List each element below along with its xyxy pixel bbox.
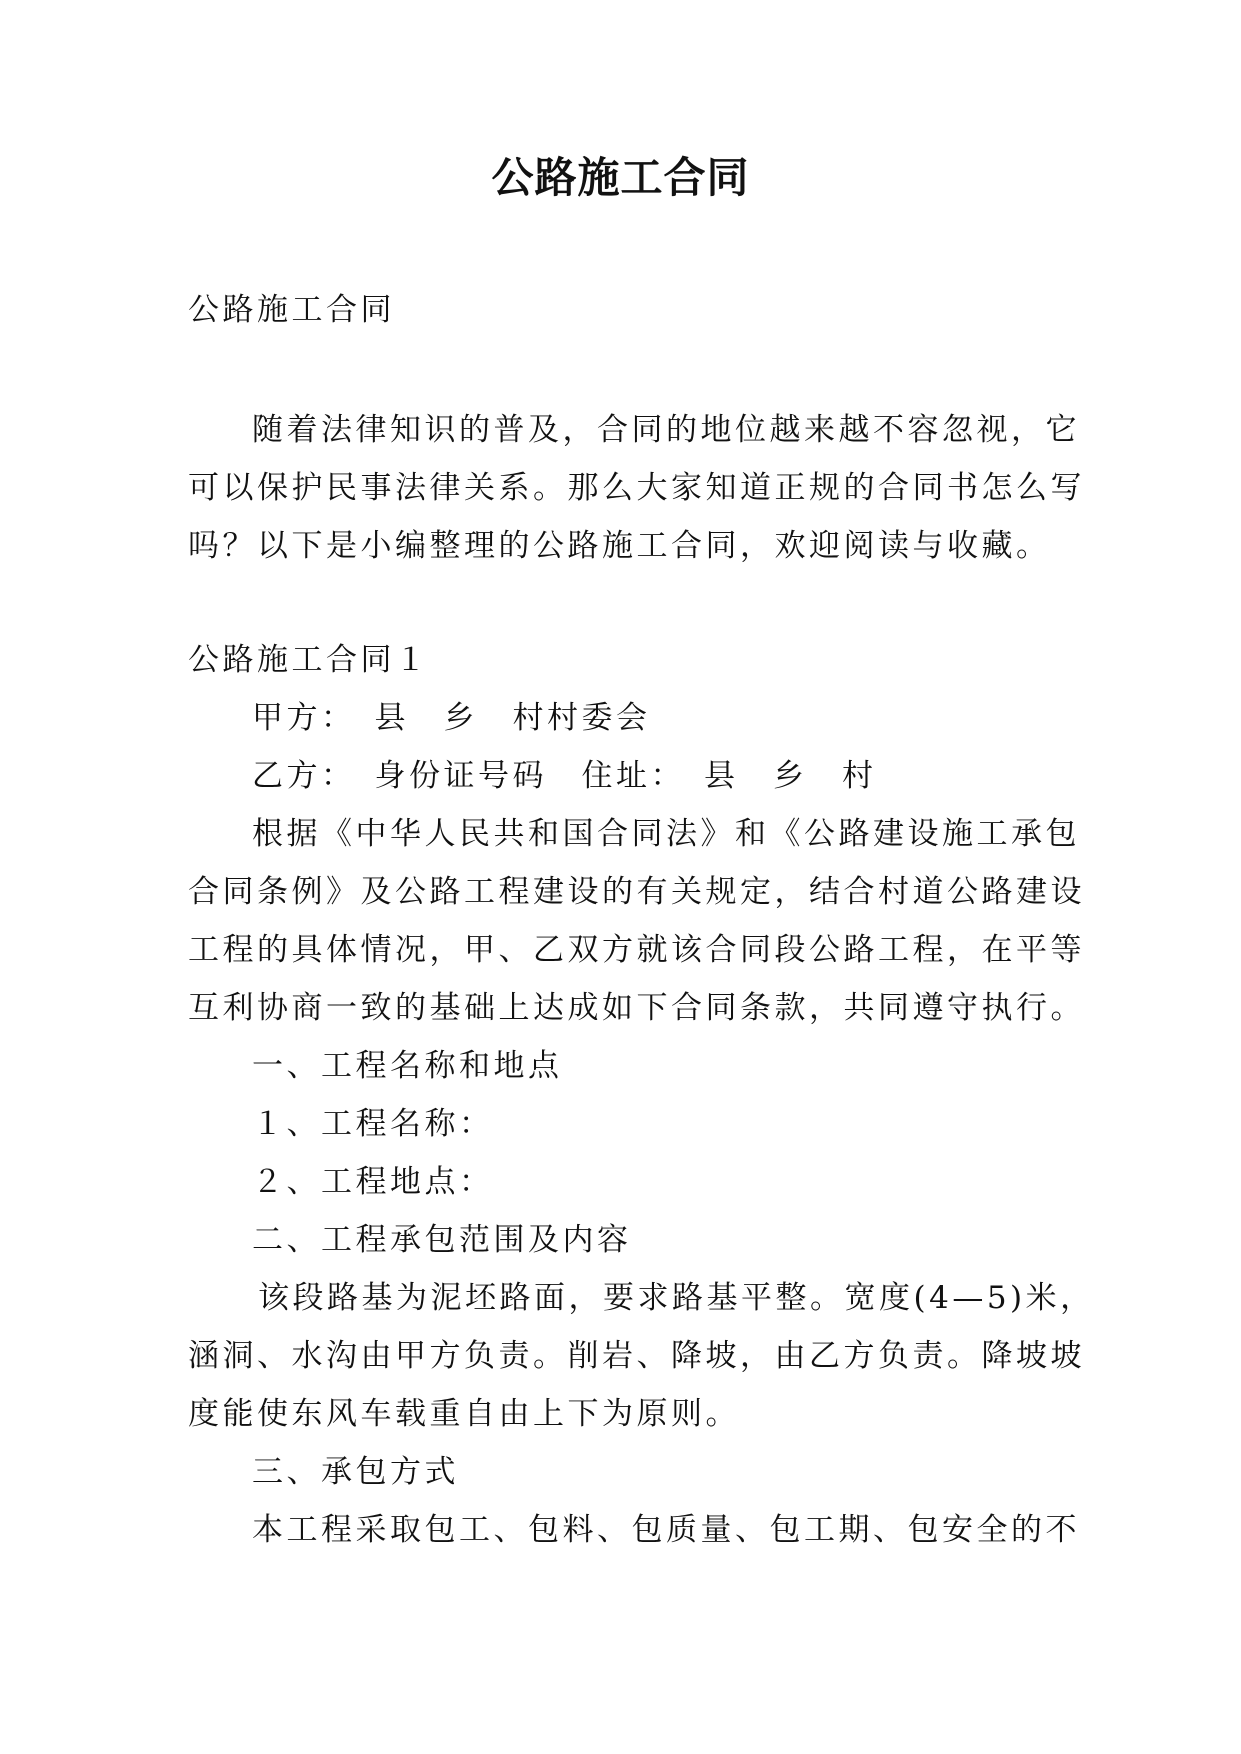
- document-subtitle: 公路施工合同: [188, 292, 395, 328]
- clause3-line-1: 本工程采取包工、包料、包质量、包工期、包安全的不: [252, 1512, 1080, 1548]
- basis-line-3: 工程的具体情况，甲、乙双方就该合同段公路工程，在平等: [188, 932, 1085, 968]
- intro-line-3: 吗？以下是小编整理的公路施工合同，欢迎阅读与收藏。: [188, 528, 1051, 564]
- basis-line-2: 合同条例》及公路工程建设的有关规定，结合村道公路建设: [188, 874, 1085, 910]
- intro-line-1: 随着法律知识的普及，合同的地位越来越不容忽视，它: [252, 412, 1080, 448]
- basis-line-4: 互利协商一致的基础上达成如下合同条款，共同遵守执行。: [188, 990, 1085, 1026]
- basis-line-1: 根据《中华人民共和国合同法》和《公路建设施工承包: [252, 816, 1080, 852]
- clause1-item1: １、工程名称：: [252, 1106, 494, 1142]
- clause1-heading: 一、工程名称和地点: [252, 1048, 563, 1084]
- clause2-line-2: 涵洞、水沟由甲方负责。削岩、降坡，由乙方负责。降坡坡: [188, 1338, 1085, 1374]
- party-b: 乙方： 身份证号码 住址： 县 乡 村: [252, 758, 877, 794]
- clause3-heading: 三、承包方式: [252, 1454, 459, 1490]
- section-heading: 公路施工合同１: [188, 642, 430, 678]
- document-title: 公路施工合同: [491, 153, 750, 202]
- intro-line-2: 可以保护民事法律关系。那么大家知道正规的合同书怎么写: [188, 470, 1085, 506]
- clause1-item2: ２、工程地点：: [252, 1164, 494, 1200]
- party-a: 甲方： 县 乡 村村委会: [252, 700, 651, 736]
- clause2-heading: 二、工程承包范围及内容: [252, 1222, 632, 1258]
- clause2-line-1: 该段路基为泥坯路面，要求路基平整。宽度(4—5)米，: [258, 1280, 1095, 1316]
- clause2-line-3: 度能使东风车载重自由上下为原则。: [188, 1396, 740, 1432]
